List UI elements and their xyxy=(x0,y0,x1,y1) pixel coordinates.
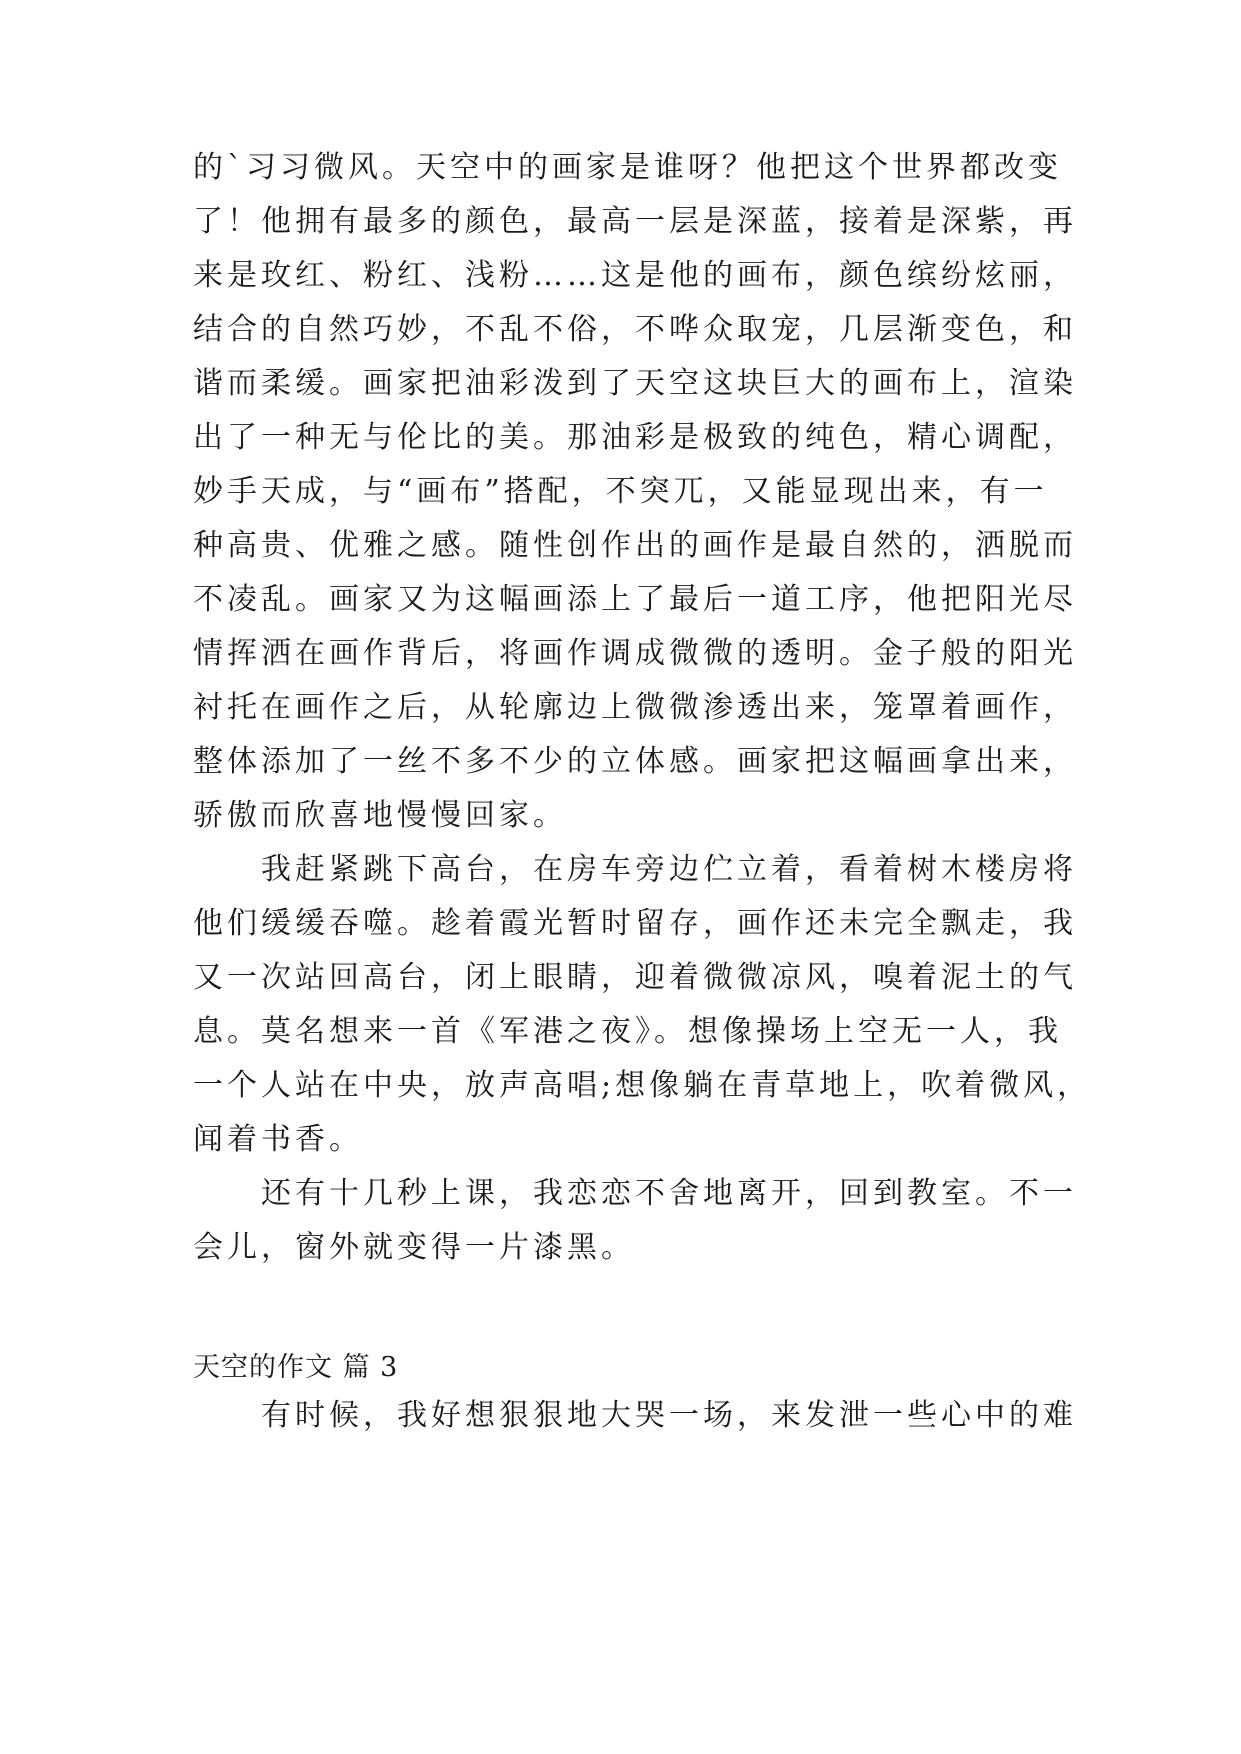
paragraph-line: 有时候，我好想狠狠地大哭一场，来发泄一些心中的难 xyxy=(193,1398,1077,1433)
paragraph-line: 衬托在画作之后，从轮廓边上微微渗透出来，笼罩着画作， xyxy=(193,690,1077,725)
paragraph-line: 骄傲而欣喜地慢慢回家。 xyxy=(193,798,567,833)
paragraph-line: 又一次站回高台，闭上眼睛，迎着微微凉风，嗅着泥土的气 xyxy=(193,960,1077,995)
paragraph-line: 闻着书香。 xyxy=(193,1122,363,1157)
paragraph-line: 他们缓缓吞噬。趁着霞光暂时留存，画作还未完全飘走，我 xyxy=(193,906,1077,941)
paragraph-line: 妙手天成，与“画布”搭配，不突兀，又能显现出来，有一 xyxy=(193,474,1048,509)
paragraph-line: 种高贵、优雅之感。随性创作出的画作是最自然的，洒脱而 xyxy=(193,528,1077,563)
paragraph-line: 谐而柔缓。画家把油彩泼到了天空这块巨大的画布上，渲染 xyxy=(193,366,1077,401)
paragraph-line: 还有十几秒上课，我恋恋不舍地离开，回到教室。不一 xyxy=(193,1176,1077,1211)
paragraph-line: 息。莫名想来一首《军港之夜》。想像操场上空无一人，我 xyxy=(193,1014,1062,1049)
paragraph-line: 不凌乱。画家又为这幅画添上了最后一道工序，他把阳光尽 xyxy=(193,582,1077,617)
paragraph-line: 会儿，窗外就变得一片漆黑。 xyxy=(193,1230,635,1265)
paragraph-line: 我赶紧跳下高台，在房车旁边伫立着，看着树木楼房将 xyxy=(193,852,1077,887)
paragraph-line: 整体添加了一丝不多不少的立体感。画家把这幅画拿出来， xyxy=(193,744,1077,779)
paragraph-line: 出了一种无与伦比的美。那油彩是极致的纯色，精心调配， xyxy=(193,420,1077,455)
paragraph-line: 来是玫红、粉红、浅粉……这是他的画布，颜色缤纷炫丽， xyxy=(193,258,1077,293)
paragraph-line: 一个人站在中央，放声高唱;想像躺在青草地上，吹着微风， xyxy=(193,1068,1092,1103)
paragraph-line: 结合的自然巧妙，不乱不俗，不哗众取宠，几层渐变色，和 xyxy=(193,312,1077,347)
section-heading: 天空的作文 篇 3 xyxy=(193,1352,399,1383)
paragraph-line: 的`习习微风。天空中的画家是谁呀？他把这个世界都改变 xyxy=(193,150,1062,185)
paragraph-line: 情挥洒在画作背后，将画作调成微微的透明。金子般的阳光 xyxy=(193,636,1077,671)
paragraph-line: 了！他拥有最多的颜色，最高一层是深蓝，接着是深紫，再 xyxy=(193,204,1077,239)
